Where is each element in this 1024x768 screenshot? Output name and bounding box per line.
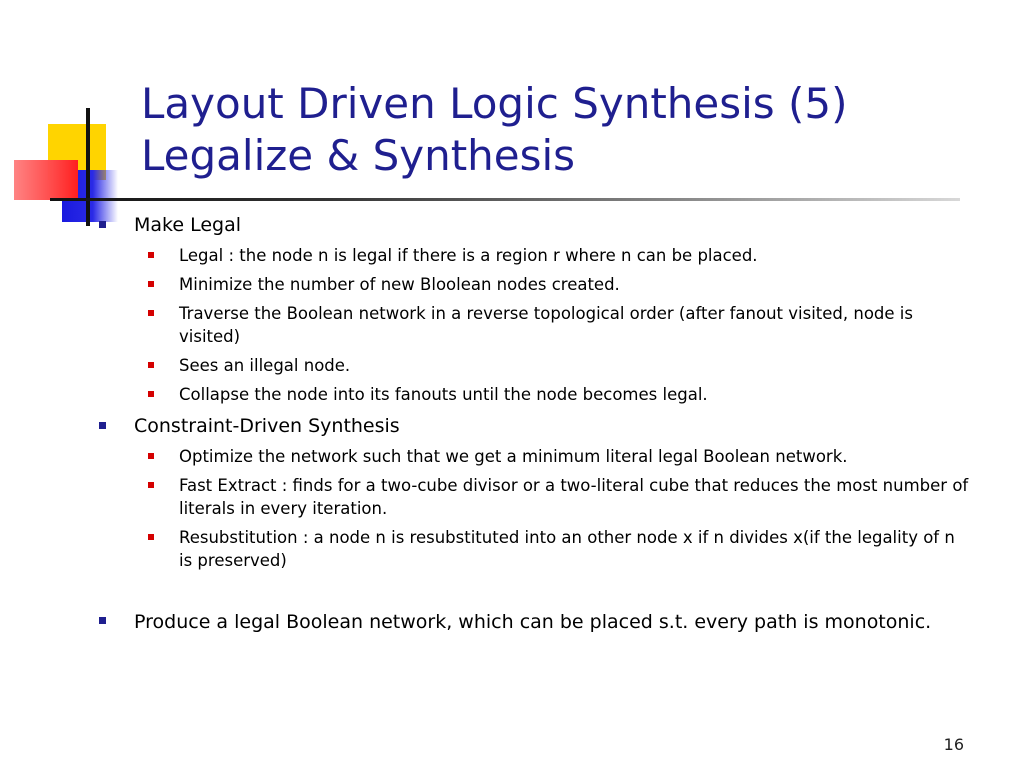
square-bullet-icon xyxy=(148,534,154,540)
title-line-1: Layout Driven Logic Synthesis (5) xyxy=(141,79,848,128)
sub-bullet-minimize-nodes xyxy=(179,273,969,296)
sub-bullet-text: Fast Extract : finds for a two-cube divisor or a two-literal cube that reduces the most number of literals in every iteration. xyxy=(179,476,969,518)
sub-bullet-text: Optimize the network such that we get a minimum literal legal Boolean network. xyxy=(179,447,848,466)
bullet-text: Constraint-Driven Synthesis xyxy=(134,415,400,437)
square-bullet-icon xyxy=(148,391,154,397)
bullet-text: Produce a legal Boolean network, which can be placed s.t. every path is monotonic. xyxy=(134,611,932,633)
sub-bullet-text: Traverse the Boolean network in a reverse topological order (after fanout visited, node is visited) xyxy=(179,304,913,346)
sub-bullet-legal-definition xyxy=(179,244,969,267)
square-bullet-icon xyxy=(148,453,154,459)
square-bullet-icon xyxy=(99,617,106,624)
sub-bullet-text: Sees an illegal node. xyxy=(179,356,351,375)
sub-bullet-optimize xyxy=(179,445,969,468)
sub-bullet-resubstitution xyxy=(179,526,969,572)
sub-bullet-text: Legal : the node n is legal if there is a region r where n can be placed. xyxy=(179,246,758,265)
sub-bullet-fast-extract xyxy=(179,474,969,520)
square-bullet-icon xyxy=(99,422,106,429)
square-bullet-icon xyxy=(148,482,154,488)
bullet-text: Make Legal xyxy=(134,214,242,236)
sub-bullet-traverse xyxy=(179,302,969,348)
sub-bullet-sees-illegal xyxy=(179,354,969,377)
bullet-constraint-driven-synthesis xyxy=(134,414,954,438)
title-line-2: Legalize & Synthesis xyxy=(141,131,576,180)
bullet-produce-legal-network xyxy=(134,609,954,635)
sub-bullet-collapse xyxy=(179,383,969,406)
square-bullet-icon xyxy=(148,362,154,368)
square-bullet-icon xyxy=(148,310,154,316)
bullet-make-legal xyxy=(134,213,954,237)
sub-bullet-text: Resubstitution : a node n is resubstituted into an other node x if n divides x(if the legality of n is preserved) xyxy=(179,528,955,570)
square-bullet-icon xyxy=(99,221,106,228)
sub-bullet-text: Collapse the node into its fanouts until the node becomes legal. xyxy=(179,385,708,404)
page-number: 16 xyxy=(943,735,964,754)
square-bullet-icon xyxy=(148,281,154,287)
sub-bullet-text: Minimize the number of new Bloolean nodes created. xyxy=(179,275,620,294)
square-bullet-icon xyxy=(148,252,154,258)
